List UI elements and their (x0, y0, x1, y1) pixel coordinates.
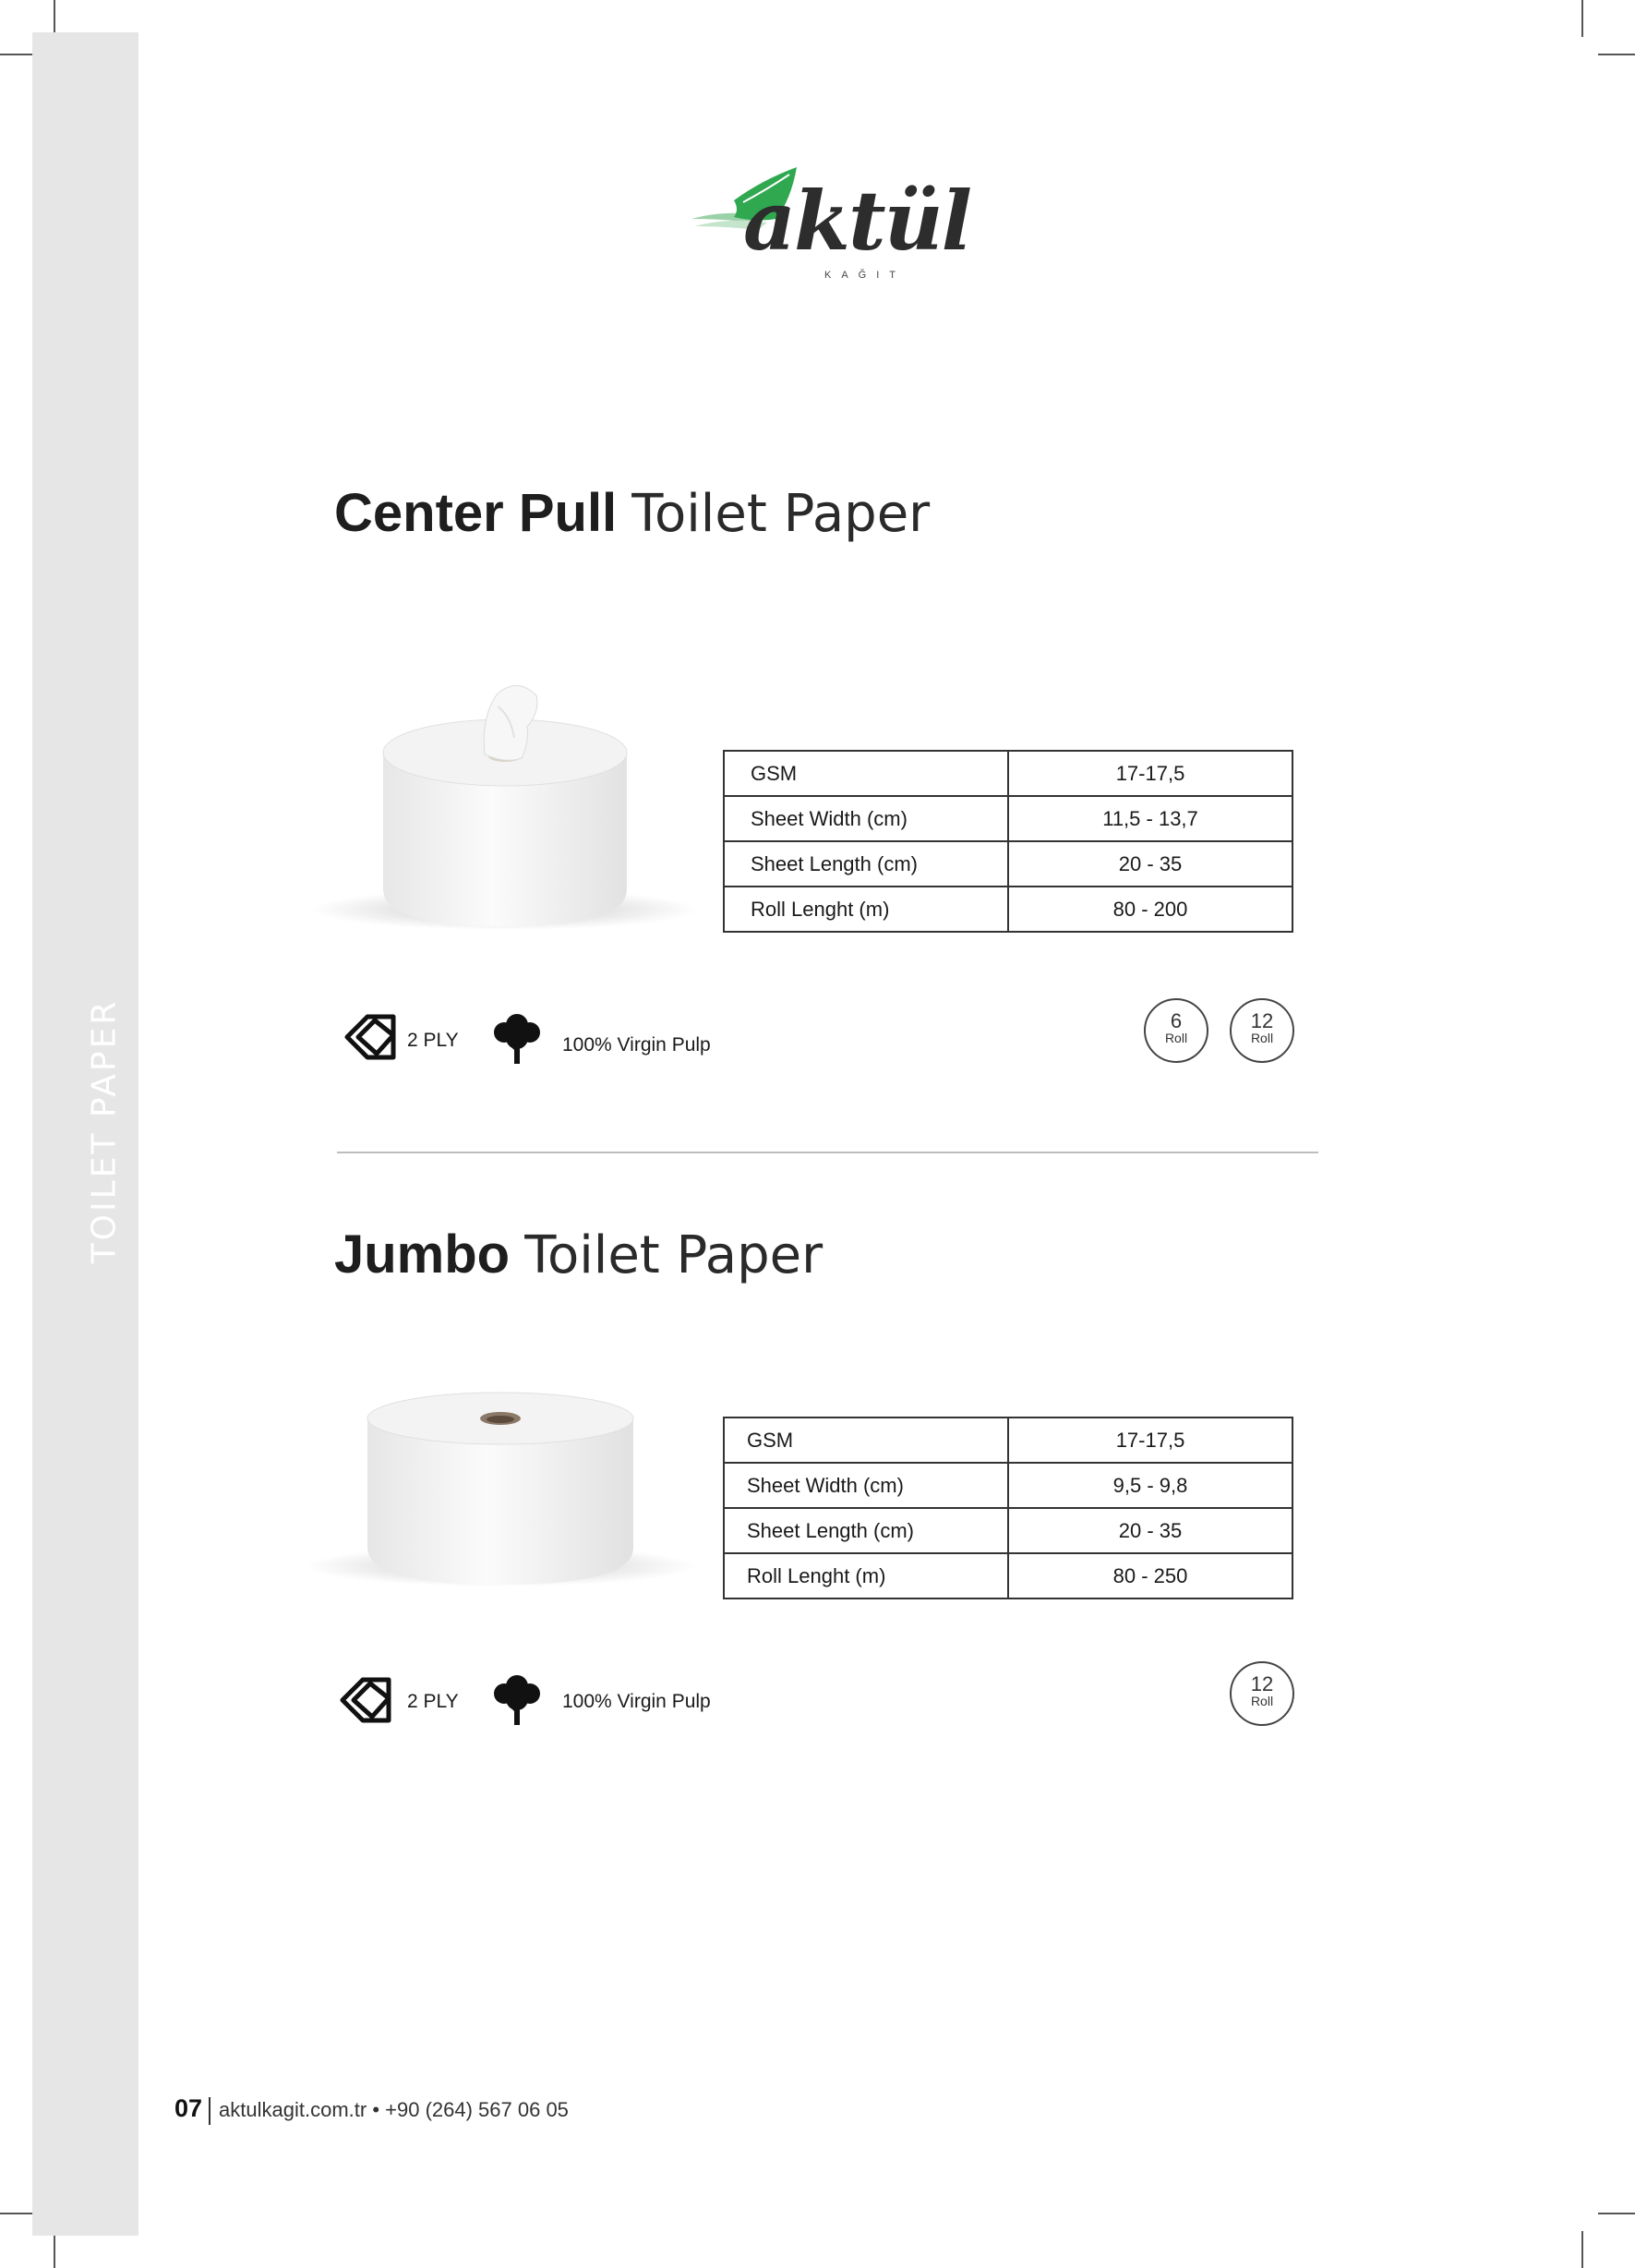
ply-icon (343, 1011, 399, 1063)
table-row (724, 1553, 1292, 1598)
spec-key: Sheet Width (cm) (724, 796, 1008, 841)
spec-key: GSM (724, 751, 1008, 796)
spec-value: 11,5 - 13,7 (1008, 796, 1292, 841)
product-title (334, 1224, 824, 1285)
product-title (334, 483, 931, 544)
ply-icon (339, 1674, 394, 1726)
section-divider (337, 1152, 1318, 1153)
crop-mark (1581, 0, 1583, 37)
spec-value: 80 - 200 (1008, 887, 1292, 932)
spec-value: 17-17,5 (1008, 1418, 1292, 1463)
brand-subtitle: KAĞIT (824, 270, 907, 281)
ply-label: 2 PLY (407, 1691, 459, 1712)
product-title-bold: Center Pull (334, 483, 618, 543)
table-row (724, 751, 1292, 796)
brand-logo (688, 162, 971, 291)
spec-key: Roll Lenght (m) (724, 887, 1008, 932)
center-pull-roll-image (300, 679, 706, 947)
spec-value: 80 - 250 (1008, 1553, 1292, 1598)
roll-count: 6 (1170, 1009, 1183, 1032)
spec-value: 20 - 35 (1008, 1508, 1292, 1553)
pulp-label: 100% Virgin Pulp (562, 1034, 711, 1056)
roll-count: 12 (1250, 1672, 1274, 1695)
spec-key: Roll Lenght (m) (724, 1553, 1008, 1598)
spec-key: Sheet Length (cm) (724, 1508, 1008, 1553)
table-row (724, 1463, 1292, 1508)
spec-value: 20 - 35 (1008, 841, 1292, 887)
table-row (724, 796, 1292, 841)
spec-key: GSM (724, 1418, 1008, 1463)
table-row (724, 887, 1292, 932)
tree-icon (491, 1671, 543, 1727)
crop-mark (0, 54, 37, 55)
brand-name: aktül (743, 173, 971, 269)
product-title-light: Toilet Paper (631, 484, 931, 544)
spec-key: Sheet Length (cm) (724, 841, 1008, 887)
crop-mark (54, 2231, 55, 2268)
roll-count: 12 (1250, 1009, 1274, 1032)
ply-label: 2 PLY (407, 1030, 459, 1051)
jumbo-roll-image (295, 1385, 702, 1616)
crop-mark (1598, 54, 1635, 55)
spec-table (723, 750, 1293, 933)
roll-unit: Roll (1250, 1694, 1274, 1708)
crop-mark (1581, 2231, 1583, 2268)
roll-unit: Roll (1164, 1031, 1188, 1045)
product-title-bold: Jumbo (334, 1224, 511, 1285)
spec-table (723, 1417, 1293, 1599)
sidebar-label: TOILET PAPER (85, 998, 124, 1264)
pulp-label: 100% Virgin Pulp (562, 1691, 711, 1712)
spec-value: 17-17,5 (1008, 751, 1292, 796)
crop-mark (1598, 2213, 1635, 2214)
spec-key: Sheet Width (cm) (724, 1463, 1008, 1508)
crop-mark (54, 0, 55, 37)
roll-count-badge (1230, 998, 1294, 1063)
roll-count-badge (1144, 998, 1208, 1063)
roll-unit: Roll (1250, 1031, 1274, 1045)
footer-contact: aktulkagit.com.tr • +90 (264) 567 06 05 (219, 2098, 569, 2121)
footer-separator (209, 2097, 210, 2125)
table-row (724, 1508, 1292, 1553)
roll-count-badge (1230, 1661, 1294, 1726)
crop-mark (0, 2213, 37, 2214)
tree-icon (491, 1010, 543, 1066)
spec-value: 9,5 - 9,8 (1008, 1463, 1292, 1508)
page-number: 07 (174, 2094, 203, 2122)
page-footer (174, 2094, 569, 2125)
table-row (724, 841, 1292, 887)
product-title-light: Toilet Paper (524, 1225, 824, 1285)
table-row (724, 1418, 1292, 1463)
